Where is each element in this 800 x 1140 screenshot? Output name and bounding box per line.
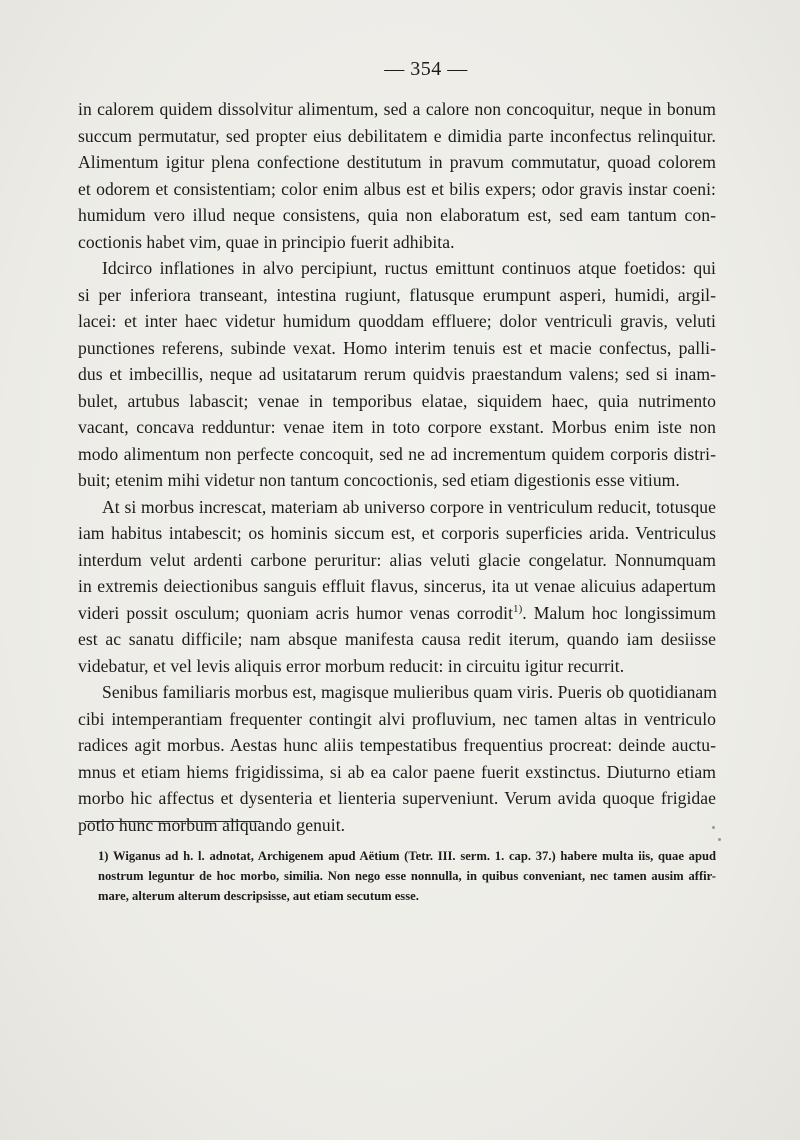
- text-line: si per inferiora transeant, intestina rugiunt, flatusque erumpunt asperi, humidi, argil-: [78, 284, 716, 305]
- text-line: modo alimentum non perfecte concoquit, sed ne ad incrementum quidem corporis distri-: [78, 443, 716, 464]
- text-line: est ac sanatu difficile; nam absque manifesta causa redit iterum, quando iam desiisse: [78, 629, 716, 649]
- page-number: — 354 —: [384, 58, 468, 80]
- footnote-line: nostrum leguntur de hoc morbo, similia. Non nego esse nonnulla, in quibus conveniant, nec tamen ausim affir-: [98, 869, 716, 883]
- text-line: At si morbus increscat, materiam ab universo corpore in ventriculum reducit, totusque: [102, 496, 716, 517]
- footnote-separator: [85, 821, 261, 822]
- text-line: Senibus familiaris morbus est, magisque mulieribus quam viris. Pueris ob quotidianam: [102, 682, 718, 702]
- footnote-reference[interactable]: 1): [513, 602, 523, 615]
- text-line-part: . Malum hoc longissimum: [522, 602, 717, 623]
- text-line: interdum velut ardenti carbone peruritur: alias veluti glacie congelatur. Nonnumquam: [78, 549, 716, 570]
- footnote-line: 1) Wiganus ad h. l. adnotat, Archigenem apud Aëtium (Tetr. III. serm. 1. cap. 37.) habere multa iis, quae apud: [98, 849, 716, 863]
- text-line: mnus et etiam hiems frigidissima, si ab ea calor paene fuerit exstinctus. Diuturno etiam: [78, 761, 716, 782]
- text-line: coctionis habet vim, quae in principio fuerit adhibita.: [78, 231, 455, 252]
- paper-speck: [712, 826, 715, 829]
- text-line: punctiones referens, subinde vexat. Homo interim tenuis est et macie confectus, palli-: [78, 337, 716, 358]
- text-line-with-footnote-ref: [78, 600, 716, 627]
- main-text: [78, 96, 716, 838]
- text-line: iam habitus intabescit; os hominis siccum est, et corporis superficies arida. Ventriculus: [78, 523, 716, 543]
- text-line: bulet, artubus labascit; venae in temporibus elatae, siquidem haec, quia nutrimento: [78, 390, 716, 411]
- text-line: dus et imbecillis, neque ad usitatarum rerum quidvis praestandum valens; sed si inam-: [78, 364, 716, 384]
- text-line: vacant, concava redduntur: venae item in toto corpore exstant. Morbus enim iste non: [78, 417, 716, 437]
- text-line: succum permutatur, sed propter eius debilitatem e dimidia parte inconfectus relinquitur.: [78, 125, 716, 146]
- paper-speck: [718, 838, 721, 841]
- text-line: buit; etenim mihi videtur non tantum concoctionis, sed etiam digestionis esse vitium.: [78, 470, 680, 490]
- text-line: radices agit morbus. Aestas hunc aliis tempestatibus frequentius procreat: deinde auctu-: [78, 735, 716, 755]
- text-line: humidum vero illud neque consistens, quia non elaboratum est, sed eam tantum con-: [78, 205, 716, 225]
- text-line: lacei: et inter haec videtur humidum quoddam effluere; dolor ventriculi gravis, veluti: [78, 311, 716, 331]
- text-line: et odorem et consistentiam; color enim albus est et bilis expers; odor gravis instar coeni:: [78, 178, 716, 199]
- text-line: Idcirco inflationes in alvo percipiunt, ructus emittunt continuos atque foetidos: qui: [102, 258, 716, 278]
- text-line-part: videri possit osculum; quoniam acris humor venas corrodit: [78, 602, 514, 623]
- text-line: Alimentum igitur plena confectione destitutum in pravum commutatur, quoad colorem: [78, 152, 716, 172]
- text-line: potio hunc morbum aliquando genuit.: [78, 814, 346, 835]
- text-line: in calorem quidem dissolvitur alimentum, sed a calore non concoquitur, neque in bonum: [78, 99, 716, 119]
- footnote-line: mare, alterum alterum descripsisse, aut etiam secutum esse.: [98, 889, 419, 903]
- text-line: morbo hic affectus et dysenteria et lienteria superveniunt. Verum avida quoque frigidae: [78, 788, 716, 808]
- text-line: videbatur, et vel levis aliquis error morbum reducit: in circuitu igitur recurrit.: [78, 655, 625, 676]
- footnote: [98, 846, 716, 906]
- text-line: in extremis deiectionibus sanguis effluit flavus, sincerus, ita ut venae alicuius adapertum: [78, 576, 716, 596]
- text-line: cibi intemperantiam frequenter contingit alvi profluvium, nec tamen altas in ventriculo: [78, 708, 716, 729]
